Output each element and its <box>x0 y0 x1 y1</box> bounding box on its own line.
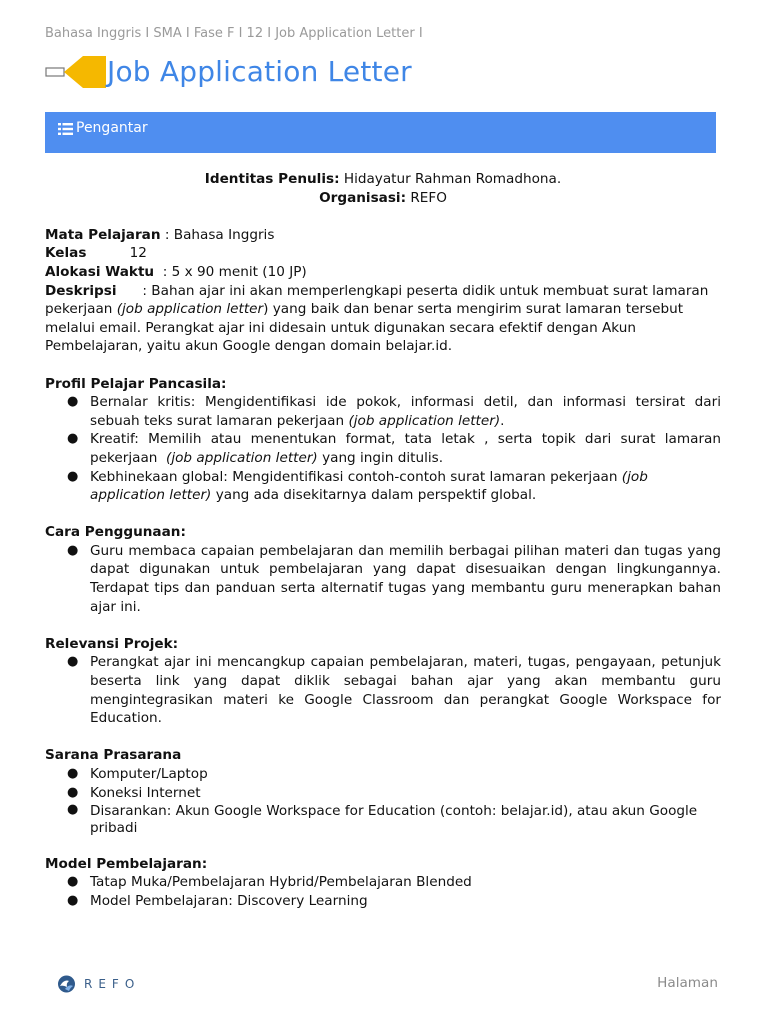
description-label: Deskripsi <box>45 282 117 299</box>
list-item-text: Model Pembelajaran: Discovery Learning <box>90 892 368 909</box>
list-item <box>45 468 721 505</box>
list-item <box>45 653 721 727</box>
bullet-icon: ● <box>67 874 79 890</box>
list-item <box>45 784 721 803</box>
description-paragraph <box>45 282 721 356</box>
list-item-text: Guru membaca capaian pembelajaran dan memilih berbagai pilihan materi dan tugas yang dapat digunakan untuk pembelajaran yang dapat disesuaikan dengan lingkungannya. Terdapat tips dan panduan serta alternatif tugas yang membantu guru menerapkan bahan ajar ini. <box>90 542 721 615</box>
sarana-heading: Sarana Prasarana <box>45 747 182 764</box>
description-text-1: : Bahan ajar ini akan memperlengkapi peserta didik untuk membuat surat lamaran pekerjaan <box>45 282 713 318</box>
section-title: Pengantar <box>76 120 148 136</box>
list-item <box>45 892 721 911</box>
list-item-text: Kebhinekaan global: Mengidentifikasi contoh-contoh surat lamaran pekerjaan <box>90 468 622 485</box>
cara-list <box>45 542 721 616</box>
footer-brand: REFO <box>84 977 141 991</box>
profil-list <box>45 393 726 505</box>
list-item <box>45 542 721 616</box>
author-line <box>45 170 721 189</box>
list-item-text: . <box>500 412 505 429</box>
list-item-text: Komputer/Laptop <box>90 766 208 782</box>
author-value: Hidayatur Rahman Romadhona. <box>339 171 562 187</box>
profil-heading: Profil Pelajar Pancasila: <box>45 375 227 392</box>
description-text-italic: (job application letter <box>116 301 264 318</box>
list-item <box>45 802 721 836</box>
cara-heading: Cara Penggunaan: <box>45 524 186 541</box>
list-item-text: Bernalar kritis: Mengidentifikasi ide pokok, informasi detil, dan informasi tersirat dari sebuah teks surat lamaran pekerjaan <box>90 394 721 429</box>
title-row <box>45 52 412 92</box>
list-item-italic: (job application letter) <box>166 449 318 466</box>
list-item-text: Kreatif: Memilih atau menentukan format, tata letak , serta topik dari surat lamaran pekerjaan <box>90 431 726 466</box>
section-header-pengantar <box>45 112 716 153</box>
model-list <box>45 873 721 910</box>
organization-label: Organisasi: <box>319 189 407 206</box>
bullet-icon: ● <box>67 394 79 410</box>
relevansi-heading: Relevansi Projek: <box>45 635 179 652</box>
pencil-icon <box>45 52 107 92</box>
list-item-italic: (job application letter) <box>90 468 648 504</box>
list-item <box>45 393 721 430</box>
time-allocation-line <box>45 263 721 282</box>
time-allocation-value: : 5 x 90 menit (10 JP) <box>154 263 307 280</box>
page-title: Job Application Letter <box>107 55 412 88</box>
organization-line <box>45 189 721 208</box>
list-item <box>45 430 726 467</box>
list-item-text: Tatap Muka/Pembelajaran Hybrid/Pembelajaran Blended <box>90 874 472 891</box>
list-item-text: Perangkat ajar ini mencangkup capaian pembelajaran, materi, tugas, pengayaan, petunjuk beserta link yang dapat diklik sebagai bahan ajar yang akan membantu guru mengintegrasikan materi ke Google Classroom dan perangkat Google Workspace for Education. <box>90 654 721 727</box>
bullet-icon: ● <box>67 784 79 800</box>
bullet-icon: ● <box>67 892 79 908</box>
bullet-icon: ● <box>67 542 79 558</box>
time-allocation-label: Alokasi Waktu <box>45 263 155 280</box>
subject-label: Mata Pelajaran <box>45 226 161 243</box>
list-item-text: yang ada disekitarnya dalam perspektif global. <box>211 487 537 504</box>
main-content <box>45 170 726 911</box>
breadcrumb: Bahasa Inggris I SMA I Fase F I 12 I Job Application Letter I <box>45 26 423 41</box>
subject-line <box>45 226 721 245</box>
bullet-icon: ● <box>67 802 79 818</box>
footer-page-label: Halaman <box>657 975 718 991</box>
list-item-italic: (job application letter) <box>348 412 501 429</box>
list-item-text: Koneksi Internet <box>90 784 201 801</box>
bullet-icon: ● <box>67 431 79 447</box>
relevansi-list <box>45 653 721 727</box>
bullet-icon: ● <box>67 766 79 781</box>
class-line <box>45 244 721 263</box>
subject-value: : Bahasa Inggris <box>160 226 275 243</box>
bullet-icon: ● <box>67 468 79 484</box>
list-item-text: yang ingin ditulis. <box>317 449 444 466</box>
author-label: Identitas Penulis: <box>204 171 340 187</box>
model-heading: Model Pembelajaran: <box>45 855 208 872</box>
organization-value: REFO <box>406 189 447 206</box>
description-text-2: ) yang baik dan benar serta mengirim surat lamaran tersebut melalui email. Perangkat ajar ini didesain untuk digunakan secara efektif dengan Akun Pembelajaran, yaitu akun Google dengan domain belajar.id. <box>45 301 688 355</box>
list-item-text: Disarankan: Akun Google Workspace for Education (contoh: belajar.id), atau akun Google pribadi <box>90 803 698 836</box>
sarana-list <box>45 765 721 836</box>
bullet-icon: ● <box>67 654 79 670</box>
class-label: Kelas <box>45 245 87 262</box>
class-value: 12 <box>86 245 147 262</box>
list-item <box>45 873 721 892</box>
list-item <box>45 765 721 784</box>
refo-logo-icon <box>57 975 76 993</box>
list-icon <box>58 123 73 135</box>
footer-logo <box>57 975 140 993</box>
